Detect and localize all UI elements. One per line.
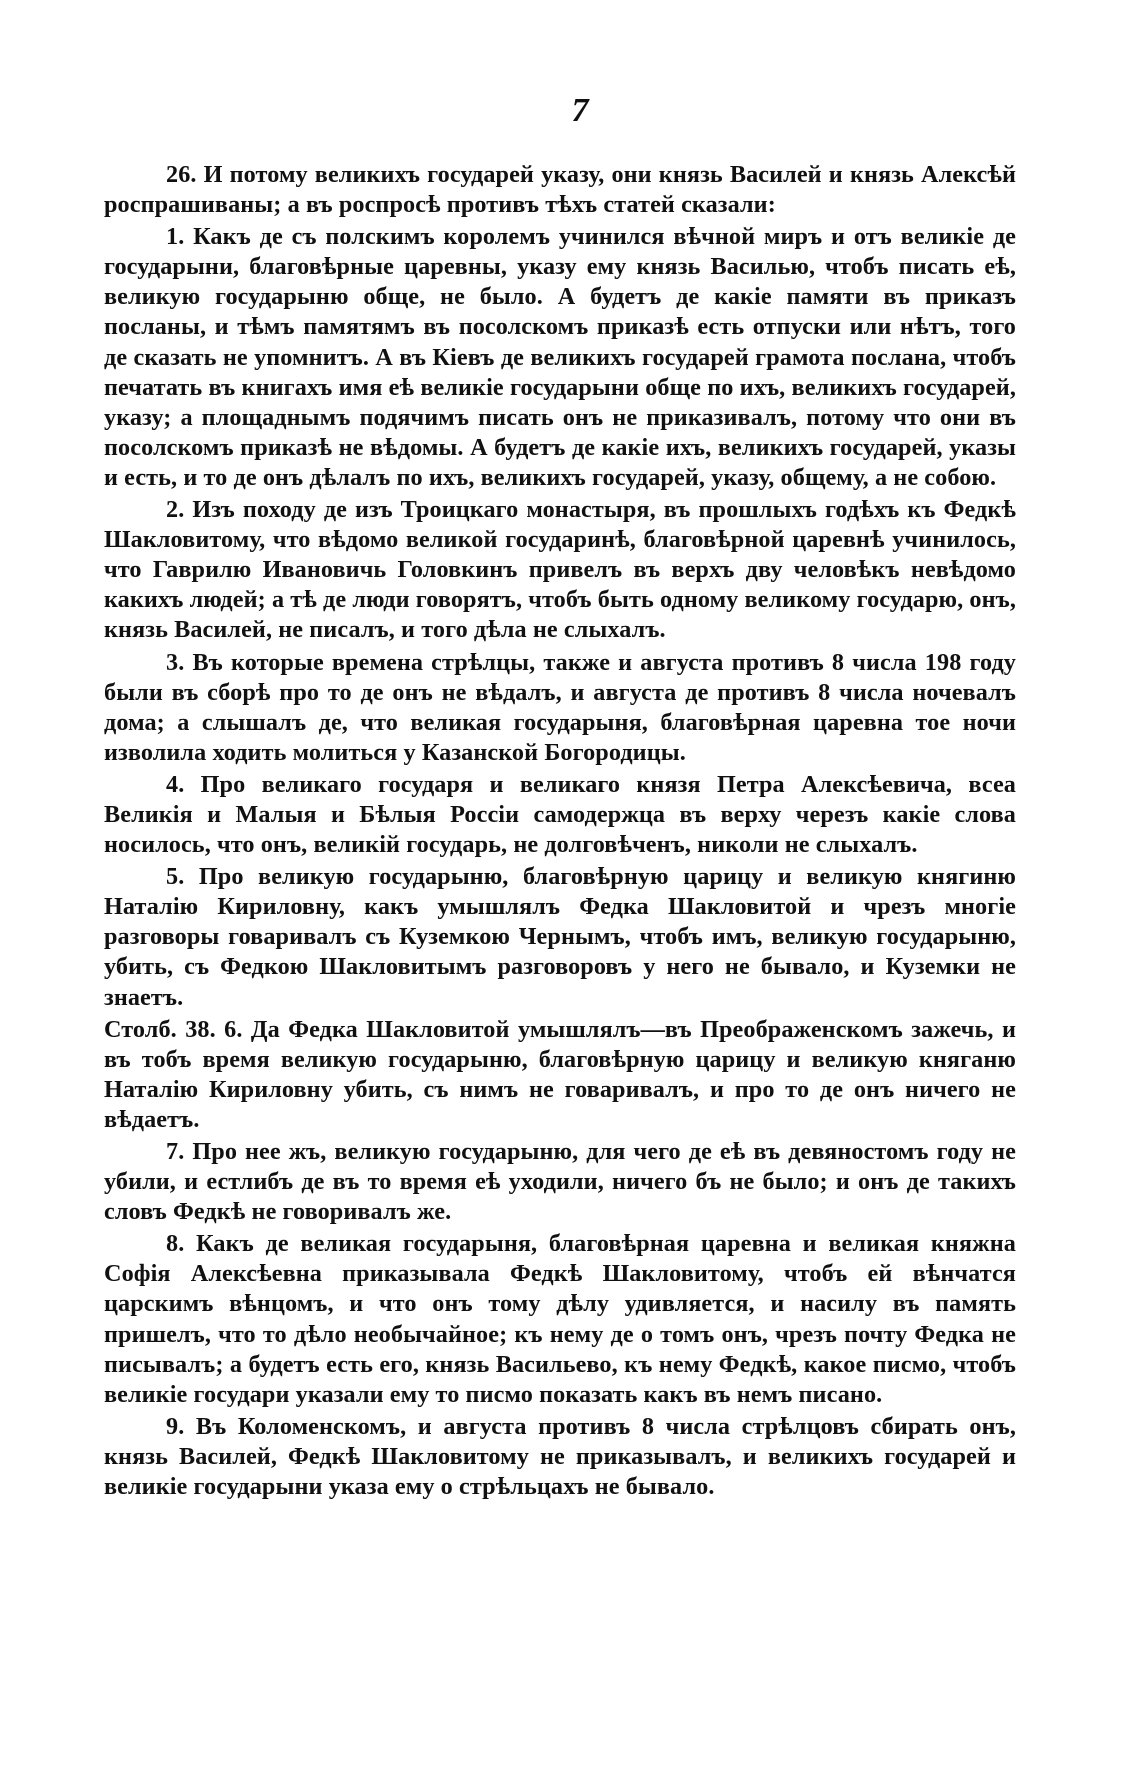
paragraph-7: 7. Про нее жъ, великую государыню, для чего де еѣ въ девяностомъ году не убили, и естлибъ де въ то время еѣ уходили, ничего бъ не было; и онъ де такихъ словъ Федкѣ не говоривалъ же.	[104, 1138, 1016, 1226]
paragraph-6: Столб. 38. 6. Да Федка Шакловитой умышлялъ—въ Преображенскомъ зажечь, и въ тобъ время великую государыню, благовѣрную царицу и великую княганю Наталію Кириловну убить, съ нимъ не говаривалъ, и про то де онъ ничего не вѣдаетъ.	[104, 1015, 1016, 1133]
paragraph-9: 9. Въ Коломенскомъ, и августа противъ 8 числа стрѣлцовъ сбирать онъ, князь Василей, Федкѣ Шакловитому не приказывалъ, и великихъ государей и великіе государыни указа ему о стрѣльцахъ не бывало.	[104, 1412, 1016, 1501]
document-body	[104, 160, 1016, 1504]
paragraph-2: 2. Изъ походу де изъ Троицкаго монастыря, въ прошлыхъ годѣхъ къ Федкѣ Шакловитому, что вѣдомо великой государинѣ, благовѣрной царевнѣ учинилось, что Гаврилю Ивановичь Головкинъ привелъ въ верхъ дву человѣкъ невѣдомо какихъ людей; а тѣ де люди говорятъ, чтобъ быть одному великому государю, онъ, князь Василей, не писалъ, и того дѣла не слыхалъ.	[104, 496, 1016, 644]
paragraph-5: 5. Про великую государыню, благовѣрную царицу и великую княгиню Наталію Кириловну, какъ умышлялъ Федка Шакловитой и чрезъ многіе разговоры говаривалъ съ Куземкою Чернымъ, чтобъ имъ, великую государыню, убить, съ Федкою Шакловитымъ разговоровъ у него не бывало, и Куземки не знаетъ.	[104, 863, 1016, 1011]
paragraph-3: 3. Въ которые времена стрѣлцы, также и августа противъ 8 числа 198 году были въ сборѣ про то де онъ не вѣдалъ, и августа де противъ 8 числа ночевалъ дома; а слышалъ де, что великая государыня, благовѣрная царевна тое ночи изволила ходить молиться у Казанской Богородицы.	[104, 648, 1016, 766]
paragraph-8: 8. Какъ де великая государыня, благовѣрная царевна и великая княжна Софія Алексѣевна приказывала Федкѣ Шакловитому, чтобъ ей вѣнчатся царскимъ вѣнцомъ, и что онъ тому дѣлу удивляется, и насилу въ память пришелъ, что то дѣло необычайное; къ нему де о томъ онъ, чрезъ почту Федка не писывалъ; а будетъ есть его, князь Васильево, къ нему Федкѣ, какое писмо, чтобъ великіе государи указали ему то писмо показать какъ въ немъ писано.	[104, 1230, 1016, 1408]
paragraph-26: 26. И потому великихъ государей указу, они князь Василей и князь Алексѣй роспрашиваны; а въ роспросѣ противъ тѣхъ статей сказали:	[104, 161, 1016, 219]
paragraph-1: 1. Какъ де съ полскимъ королемъ учинился вѣчной миръ и отъ великіе де государыни, благовѣрные царевны, указу ему князь Василью, чтобъ писать еѣ, великую государыню обще, не было. А будетъ де какіе памяти въ приказъ посланы, и тѣмъ памятямъ въ посолскомъ приказѣ есть отпуски или нѣтъ, того де сказать не упомнитъ. А въ Кіевъ де великихъ государей грамота послана, чтобъ печатать въ книгахъ имя еѣ великіе государыни обще по ихъ, великихъ государей, указу; а площаднымъ подячимъ писать онъ не приказивалъ, потому что они въ посолскомъ приказѣ не вѣдомы. А будетъ де какіе ихъ, великихъ государей, указы и есть, и то де онъ дѣлалъ по ихъ, великихъ государей, указу, общему, а не собою.	[104, 223, 1016, 491]
page-number: 7	[571, 92, 589, 129]
paragraph-4: 4. Про великаго государя и великаго князя Петра Алексѣевича, всеа Великія и Малыя и Бѣлыя Россіи самодержца въ верху черезъ какіе слова носилось, что онъ, великій государь, не долговѣченъ, николи не слыхалъ.	[104, 770, 1016, 859]
